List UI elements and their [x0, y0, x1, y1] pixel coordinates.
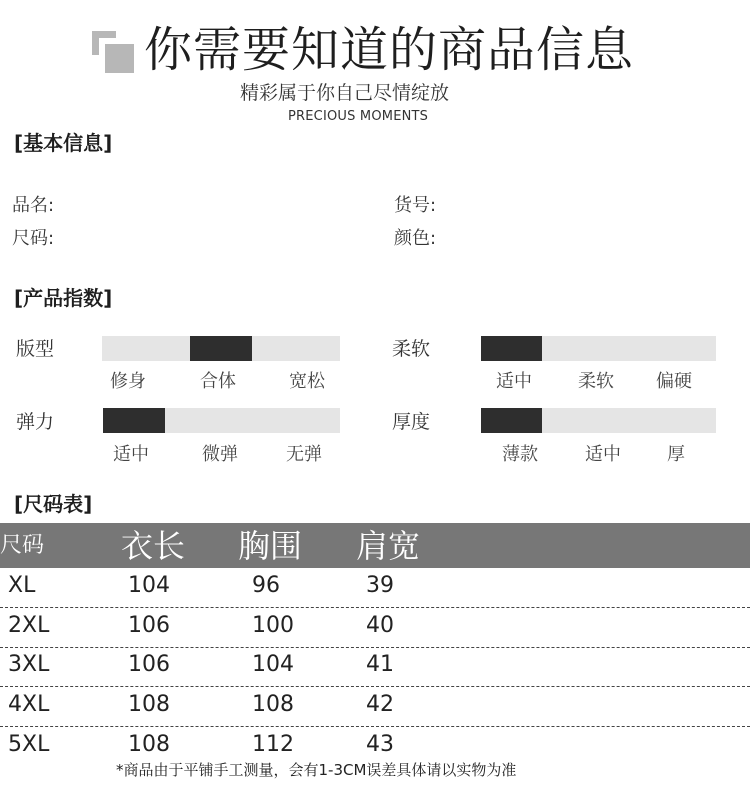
index-track-thickness	[481, 408, 716, 433]
header-size: 尺码	[0, 533, 45, 558]
index-track-softness	[481, 336, 716, 361]
index-option: 适中	[585, 444, 621, 465]
cell-length: 104	[128, 573, 170, 598]
english-subtitle: PRECIOUS MOMENTS	[288, 109, 429, 124]
product-code-label: 货号:	[394, 195, 437, 216]
index-option: 适中	[496, 371, 532, 392]
cell-size: 3XL	[8, 652, 50, 677]
page-subtitle: 精彩属于你自己尽情绽放	[240, 82, 450, 104]
cell-length: 106	[128, 613, 170, 638]
section-title-basic-info: [基本信息]	[14, 131, 113, 155]
color-label: 颜色:	[394, 228, 437, 249]
index-marker-fit	[190, 336, 252, 361]
cell-chest: 104	[252, 652, 294, 677]
header-length: 衣长	[121, 527, 186, 565]
header-shoulder: 肩宽	[356, 527, 421, 565]
size-label: 尺码:	[12, 228, 55, 249]
index-label-thickness: 厚度	[392, 411, 431, 433]
table-row	[0, 647, 750, 687]
index-track-elasticity	[103, 408, 340, 433]
index-option: 合体	[200, 371, 236, 392]
index-marker-softness	[481, 336, 542, 361]
index-option: 偏硬	[656, 371, 692, 392]
index-marker-thickness	[481, 408, 542, 433]
cell-length: 108	[128, 732, 170, 757]
cell-size: 5XL	[8, 732, 50, 757]
measurement-footnote: *商品由于平铺手工测量，会有1-3CM误差具体请以实物为准	[116, 761, 517, 779]
cell-size: 2XL	[8, 613, 50, 638]
index-option: 无弹	[286, 444, 322, 465]
index-label-elasticity: 弹力	[16, 411, 55, 433]
cell-length: 106	[128, 652, 170, 677]
index-label-softness: 柔软	[392, 338, 431, 360]
cell-size: 4XL	[8, 692, 50, 717]
cell-chest: 96	[252, 573, 280, 598]
index-marker-elasticity	[103, 408, 165, 433]
index-option: 柔软	[578, 371, 614, 392]
cell-shoulder: 43	[366, 732, 394, 757]
header-chest: 胸围	[238, 527, 303, 565]
logo-square-front	[105, 44, 134, 73]
index-label-fit: 版型	[16, 338, 55, 360]
index-option: 适中	[113, 444, 149, 465]
table-row	[0, 608, 750, 648]
size-table-header	[0, 523, 750, 568]
cell-length: 108	[128, 692, 170, 717]
index-option: 薄款	[502, 444, 538, 465]
cell-chest: 112	[252, 732, 294, 757]
cell-shoulder: 39	[366, 573, 394, 598]
index-option: 微弹	[202, 444, 238, 465]
section-title-product-index: [产品指数]	[14, 286, 113, 310]
cell-shoulder: 42	[366, 692, 394, 717]
cell-chest: 108	[252, 692, 294, 717]
product-name-label: 品名:	[12, 195, 55, 216]
index-track-fit	[102, 336, 340, 361]
table-row	[0, 568, 750, 608]
index-option: 修身	[110, 371, 146, 392]
page-title: 你需要知道的商品信息	[144, 22, 635, 78]
cell-size: XL	[8, 573, 36, 598]
cell-chest: 100	[252, 613, 294, 638]
cell-shoulder: 40	[366, 613, 394, 638]
section-title-size-table: [尺码表]	[14, 492, 93, 516]
index-option: 宽松	[289, 371, 325, 392]
table-row	[0, 687, 750, 727]
cell-shoulder: 41	[366, 652, 394, 677]
index-option: 厚	[667, 444, 685, 465]
